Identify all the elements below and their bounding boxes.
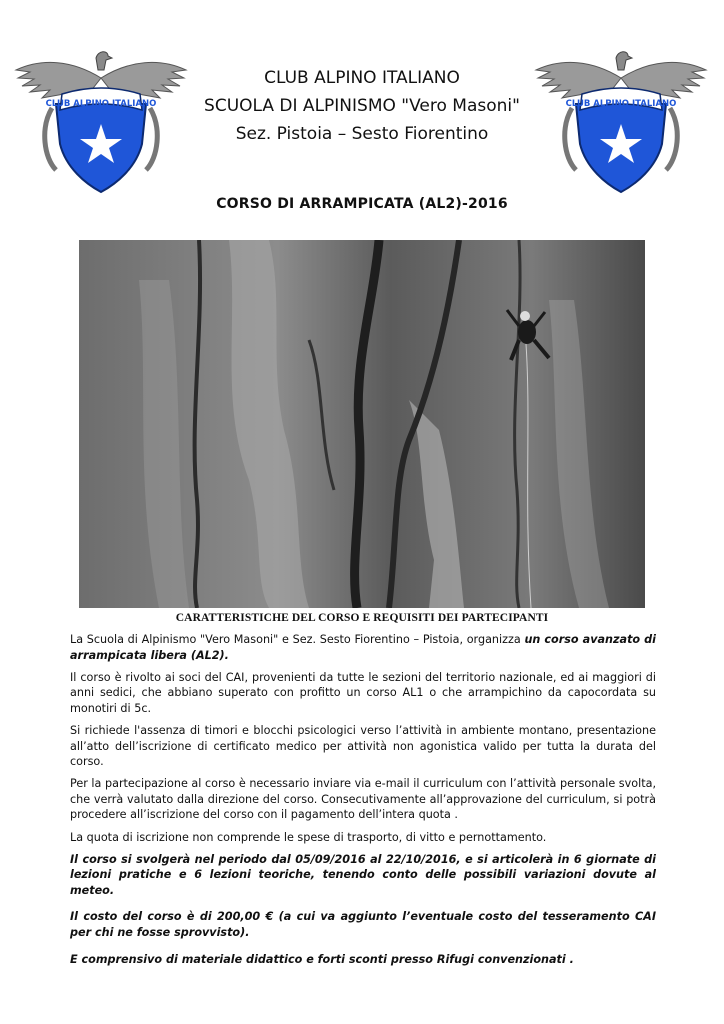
cai-logo-left [12, 48, 190, 196]
paragraph-dates: Il corso si svolgerà nel periodo dal 05/09/2016 al 22/10/2016, e si articolerà in 6 giornate di lezioni pratiche e 6 lezioni teoriche, tenendo conto delle possibili variazioni dovute al meteo. [70, 852, 656, 897]
logo-right-text: CLUB ALPINO ITALIANO [565, 99, 677, 109]
section-caption: CARATTERISTICHE DEL CORSO E REQUISITI DEI PARTECIPANTI [175, 612, 549, 624]
climbing-photo [79, 240, 645, 608]
paragraph-requirements: Il corso è rivolto ai soci del CAI, provenienti da tutte le sezioni del territorio nazionale, ed ai maggiori di anni sedici, che abbiano superato con profitto un corso AL1 o che arrampichino da capocordata su monotiri di 5c. [70, 670, 656, 715]
paragraph-medical: Si richiede l'assenza di timori e blocchi psicologici verso l’attività in ambiente montano, presentazione all’atto dell’iscrizione di certificato medico per attività non agonistica valido per tutta la durata del corso. [70, 723, 656, 769]
paragraph-fee-exclusions: La quota di iscrizione non comprende le spese di trasporto, di vitto e pernottamento. [70, 830, 547, 844]
header-line-club: CLUB ALPINO ITALIANO [264, 68, 460, 88]
paragraph-cost: Il costo del corso è di 200,00 € (a cui va aggiunto l’eventuale costo del tesseramento CAI per chi ne fosse sprovvisto). [70, 910, 656, 939]
header-line-section: Sez. Pistoia – Sesto Fiorentino [235, 124, 489, 144]
intro-text: La Scuola di Alpinismo "Vero Masoni" e Sez. Sesto Fiorentino – Pistoia, organizza [70, 633, 525, 646]
paragraph-intro [70, 632, 656, 663]
course-description [70, 632, 656, 974]
intro-emphasis: un corso avanzato di arrampicata libera (AL2). [70, 633, 656, 662]
course-title: CORSO DI ARRAMPICATA (AL2)-2016 [216, 196, 508, 212]
paragraph-included: E comprensivo di materiale didattico e forti sconti presso Rifugi convenzionati . [70, 952, 574, 966]
cai-logo-right [532, 48, 710, 196]
header-block [190, 64, 534, 148]
paragraph-curriculum: Per la partecipazione al corso è necessario inviare via e-mail il curriculum con l’attività personale svolta, che verrà valutato dalla direzione del corso. Consecutivamente all’approvazione del curriculum, si potrà procedere all’iscrizione del corso con il pagamento dell’intera quota . [70, 777, 656, 822]
header-line-school: SCUOLA DI ALPINISMO "Vero Masoni" [204, 96, 520, 116]
logo-left-text: CLUB ALPINO ITALIANO [45, 99, 157, 109]
